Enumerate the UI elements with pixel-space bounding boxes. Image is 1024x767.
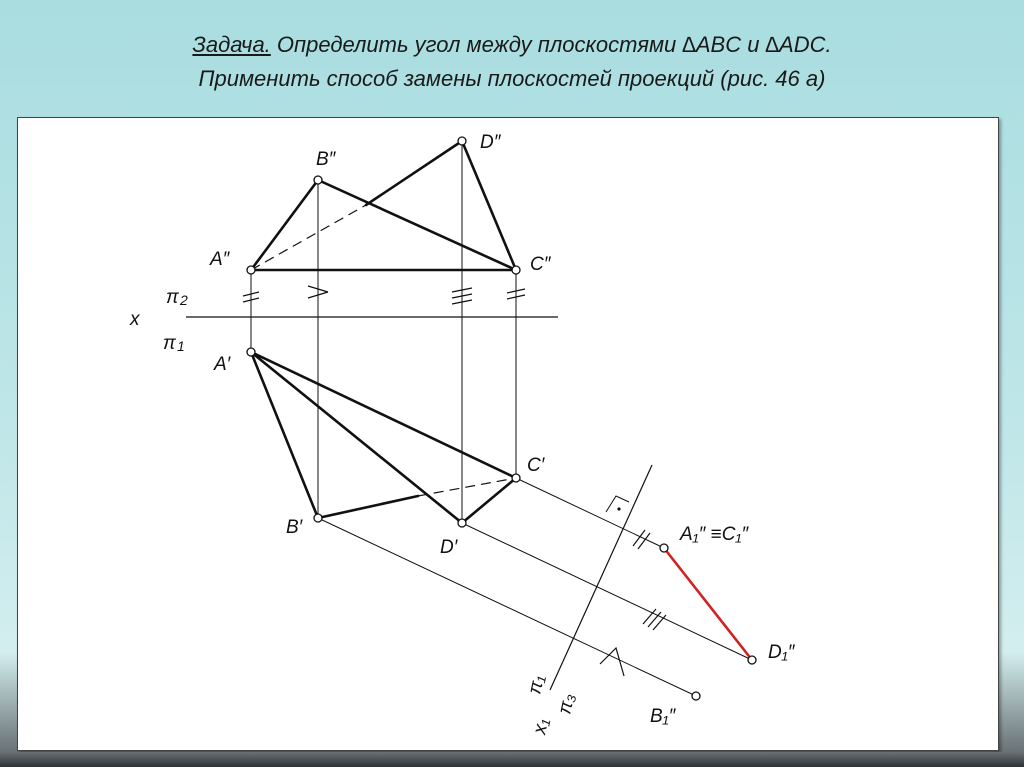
label-d-frontal: D″ (480, 132, 501, 153)
title-task-word: Задача. (192, 32, 271, 57)
hidden-edge-b1-c1 (418, 478, 516, 496)
label-b-frontal: B″ (316, 149, 336, 170)
frontal-projection (251, 141, 516, 270)
horizontal-projection (251, 352, 516, 523)
label-pi2: π (166, 287, 179, 308)
label-pi1: π (163, 333, 176, 354)
label-pi1-sub: 1 (177, 338, 185, 354)
label-a1-c1-new: A₁″ ≡C₁″ (680, 524, 749, 545)
label-pi3-axis: π₃ (554, 691, 580, 717)
label-d1-new: D₁″ (768, 642, 795, 663)
label-c-horizontal: C′ (527, 455, 545, 476)
label-b-horizontal: B′ (286, 517, 303, 538)
right-angle-mark (606, 496, 629, 512)
label-axis-x: x (130, 309, 140, 330)
right-angle-dot (617, 507, 620, 510)
title-line-1-text: Определить угол между плоскостями ∆ABC и ∆ADC. (270, 32, 832, 57)
label-c-frontal: C″ (530, 254, 551, 275)
axis-x1 (550, 465, 652, 690)
label-pi1-axis: π₁ (524, 673, 549, 697)
new-tick-marks (600, 530, 666, 676)
label-d-horizontal: D′ (440, 537, 458, 558)
label-a-frontal: A″ (210, 249, 230, 270)
title-line-2: Применить способ замены плоскостей проекций (рис. 46 а) (198, 66, 826, 91)
label-axis-x1: x₁ (529, 716, 554, 737)
edge-a1c1-d1-true-view (664, 548, 752, 660)
label-pi2-sub: 2 (180, 292, 188, 308)
hidden-edge-a2-d2 (251, 205, 366, 270)
tick-marks (243, 286, 525, 304)
points (247, 137, 756, 700)
bottom-bar (0, 752, 1024, 767)
label-b1-new: B₁″ (650, 706, 676, 727)
label-a-horizontal: A′ (214, 354, 231, 375)
